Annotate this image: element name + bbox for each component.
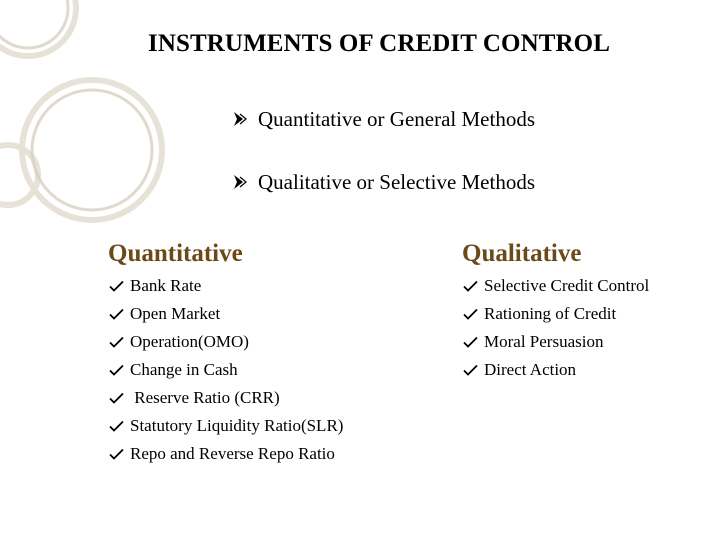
qualitative-column (462, 236, 649, 384)
list-item-label: Moral Persuasion (484, 332, 604, 351)
list-item (108, 300, 343, 328)
arrow-bullet-icon (232, 174, 256, 190)
list-item (462, 300, 649, 328)
checkmark-icon (108, 419, 126, 433)
quantitative-heading: Quantitative (108, 240, 243, 267)
quantitative-list (108, 272, 343, 468)
list-item (108, 272, 343, 300)
method-label: Qualitative or Selective Methods (258, 169, 536, 194)
quantitative-column (108, 236, 343, 468)
checkmark-icon (462, 335, 480, 349)
arrow-bullet-icon (232, 111, 256, 127)
method-item-quantitative (232, 102, 535, 136)
list-item-label: Reserve Ratio (CRR) (130, 388, 280, 407)
list-item (462, 272, 649, 300)
list-item-label: Statutory Liquidity Ratio(SLR) (130, 416, 344, 435)
list-item-label: Repo and Reverse Repo Ratio (130, 444, 335, 463)
checkmark-icon (108, 363, 126, 377)
qualitative-heading: Qualitative (462, 240, 582, 267)
list-item (108, 328, 343, 356)
list-item (108, 356, 343, 384)
checkmark-icon (108, 391, 126, 405)
list-item (108, 440, 343, 468)
list-item-label: Direct Action (484, 360, 577, 379)
list-item-label: Selective Credit Control (484, 276, 650, 295)
checkmark-icon (108, 279, 126, 293)
checkmark-icon (462, 307, 480, 321)
checkmark-icon (108, 447, 126, 461)
checkmark-icon (108, 307, 126, 321)
list-item-label: Change in Cash (130, 360, 238, 379)
list-item-label: Rationing of Credit (484, 304, 617, 323)
methods-list (232, 102, 535, 228)
list-item-label: Open Market (130, 304, 221, 323)
method-label: Quantitative or General Methods (258, 106, 535, 131)
list-item (108, 412, 343, 440)
checkmark-icon (462, 279, 480, 293)
list-item (108, 384, 343, 412)
method-item-qualitative (232, 165, 535, 199)
checkmark-icon (462, 363, 480, 377)
list-item (462, 328, 649, 356)
slide-title: INSTRUMENTS OF CREDIT CONTROL (148, 30, 611, 57)
list-item-label: Bank Rate (130, 276, 202, 295)
checkmark-icon (108, 335, 126, 349)
qualitative-list (462, 272, 649, 384)
list-item-label: Operation(OMO) (130, 332, 249, 351)
list-item (462, 356, 649, 384)
